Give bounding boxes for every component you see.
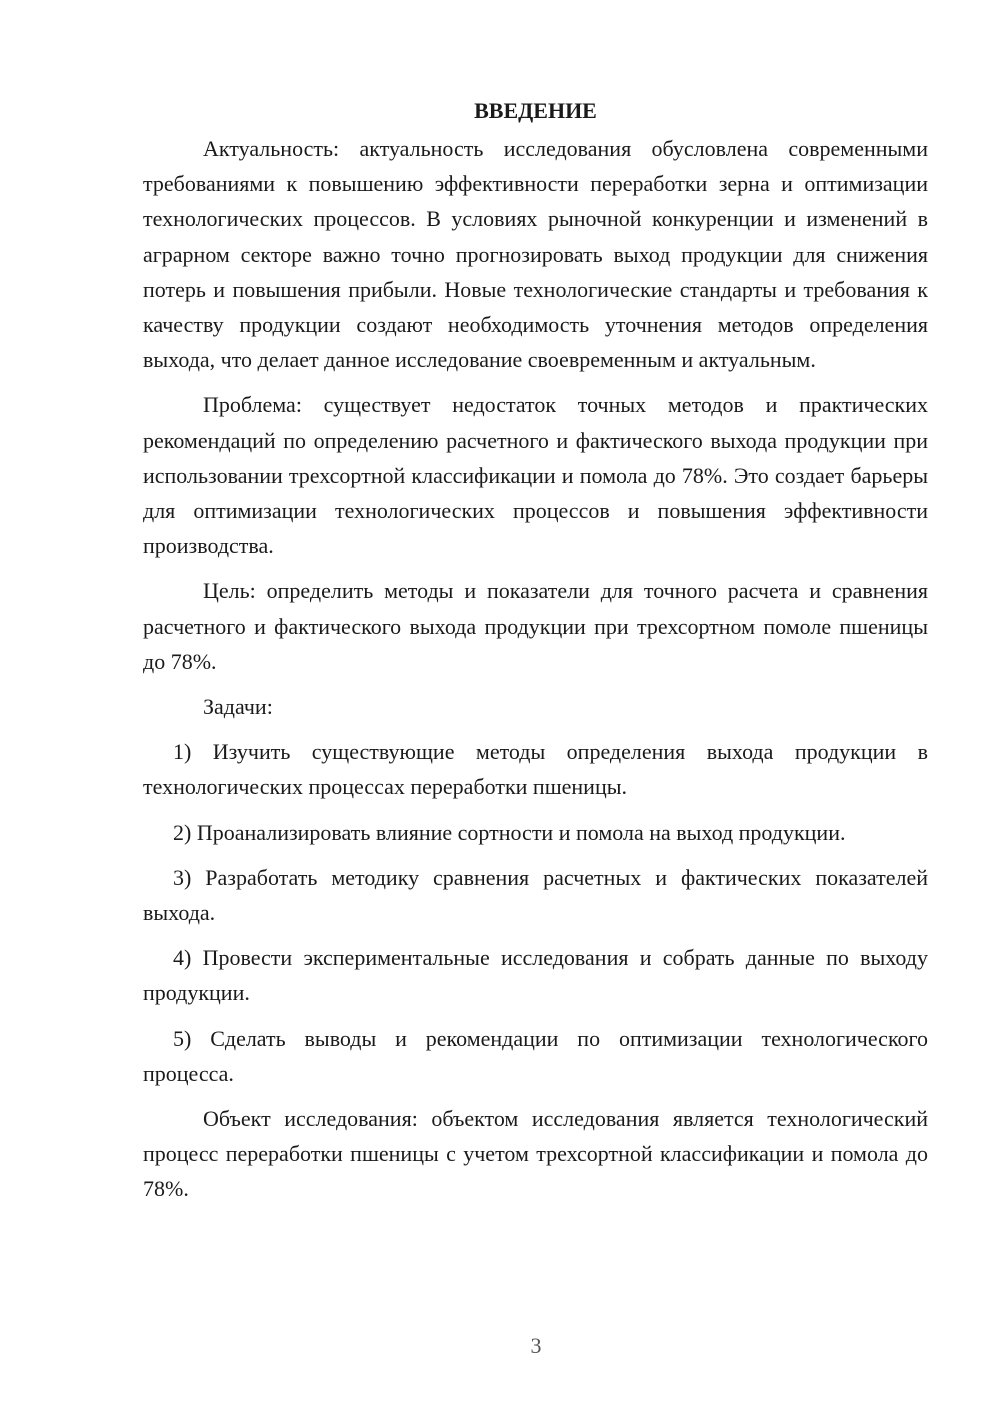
task-item-5: 5) Сделать выводы и рекомендации по оптимизации технологического процесса.	[143, 1025, 928, 1086]
task-item-3: 3) Разработать методику сравнения расчетных и фактических показателей выхода.	[143, 864, 928, 926]
task-item-2: 2) Проанализировать влияние сортности и помола на выход продукции.	[173, 819, 846, 845]
page-number: 3	[530, 1333, 542, 1358]
task-item-4: 4) Провести экспериментальные исследования и собрать данные по выходу продукции.	[143, 945, 928, 1006]
tasks-heading: Задачи:	[203, 694, 273, 720]
object-paragraph: Объект исследования: объектом исследования является технологический процесс переработки пшеницы с учетом трехсортной классификации и помола до 78%.	[143, 1106, 928, 1202]
document-page	[143, 93, 928, 1207]
goal-paragraph: Цель: определить методы и показатели для точного расчета и сравнения расчетного и фактического выхода продукции при трехсортном помоле пшеницы до 78%.	[143, 578, 928, 674]
problem-paragraph: Проблема: существует недостаток точных методов и практических рекомендаций по определению расчетного и фактического выхода продукции при использовании трехсортной классификации и помола до 78%. Это создает барьеры для оптимизации технологических процессов и повышения эффективности производства.	[143, 392, 928, 559]
relevance-paragraph: Актуальность: актуальность исследования обусловлена современными требованиями к повышению эффективности переработки зерна и оптимизации технологических процессов. В условиях рыночной конкуренции и изменений в аграрном секторе важно точно прогнозировать выход продукции для снижения потерь и повышения прибыли. Новые технологические стандарты и требования к качеству продукции создают необходимость уточнения методов определения выхода, что делает данное исследование своевременным и актуальным.	[143, 136, 928, 373]
section-title: ВВЕДЕНИЕ	[474, 98, 597, 123]
task-item-1: 1) Изучить существующие методы определения выхода продукции в технологических процессах переработки пшеницы.	[143, 739, 928, 800]
